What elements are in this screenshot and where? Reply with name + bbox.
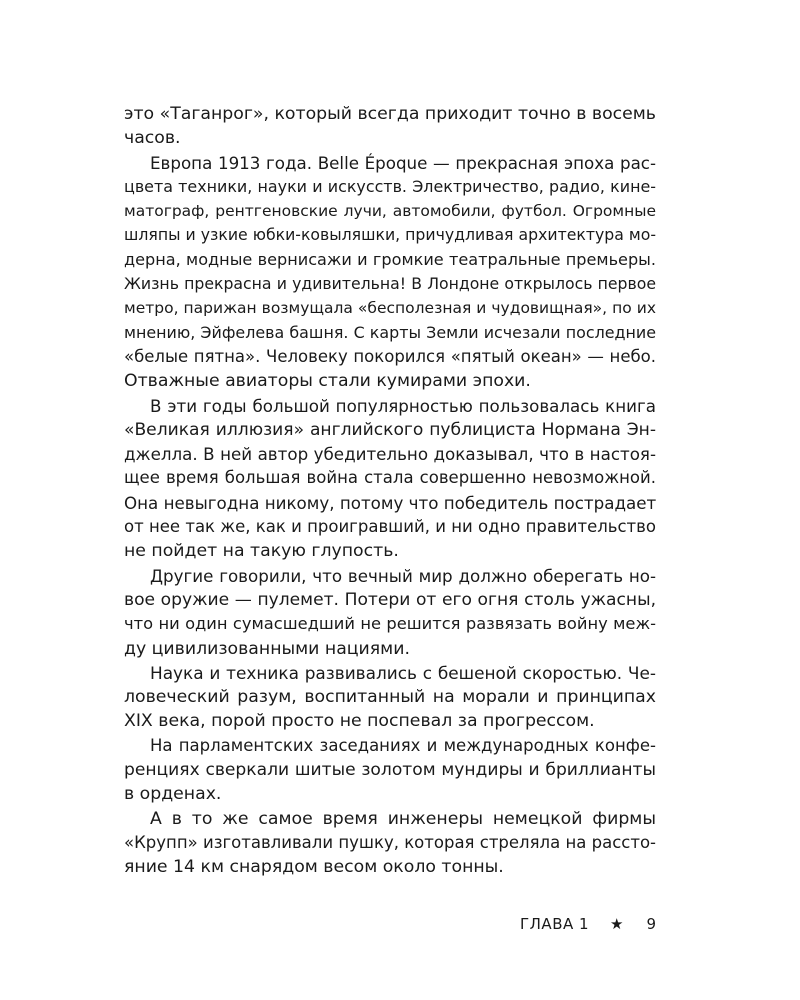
text-line: цвета техники, науки и искусств. Электричество, радио, кине- [124, 176, 656, 196]
text-line: ренциях сверкали шитые золотом мундиры и бриллианты [124, 760, 656, 781]
body-text [124, 102, 656, 880]
text-line: ловеческий разум, воспитанный на морали и принципах [124, 687, 656, 708]
text-line: щее время большая война стала совершенно невозможной. [124, 468, 656, 488]
text-line: шляпы и узкие юбки-ковыляшки, причудливая архитектура мо- [124, 225, 656, 245]
text-line: «Великая иллюзия» английского публициста Нормана Эн- [124, 419, 656, 440]
text-line: «белые пятна». Человеку покорился «пятый океан» — небо. [124, 346, 656, 366]
text-line: вое оружие — пулемет. Потери от его огня столь ужасны, [124, 589, 656, 610]
text-line: метро, парижан возмущала «бесполезная и чудовищная», по их [124, 299, 656, 318]
text-line: Европа 1913 года. Belle Époque — прекрасная эпоха рас- [150, 152, 656, 173]
text-line: от нее так же, как и проигравший, и ни одно правительство [124, 517, 656, 537]
text-line: Отважные авиаторы стали кумирами эпохи. [124, 371, 531, 392]
text-line: джелла. В ней автор убедительно доказывал, что в настоя- [124, 444, 656, 465]
star-icon: ★ [610, 915, 624, 933]
text-line: В эти годы большой популярностью пользовалась книга [150, 395, 656, 416]
text-line: Она невыгодна никому, потому что победитель пострадает [124, 492, 657, 513]
text-line: ду цивилизованными нациями. [124, 638, 410, 659]
text-line: «Крупп» изготавливали пушку, которая стреляла на рассто- [124, 832, 656, 852]
page-footer [520, 912, 656, 936]
text-line: Наука и техника развивались с бешеной скоростью. Че- [150, 662, 656, 683]
text-line: А в то же самое время инженеры немецкой фирмы [150, 808, 656, 829]
text-line: часов. [124, 128, 181, 149]
text-line: дерна, модные вернисажи и громкие театральные премьеры. [124, 249, 656, 269]
text-line: в орденах. [124, 784, 222, 805]
text-line: яние 14 км снарядом весом около тонны. [124, 857, 504, 878]
text-line: матограф, рентгеновские лучи, автомобили, футбол. Огромные [124, 202, 656, 221]
chapter-label: ГЛАВА 1 [520, 915, 590, 933]
text-line: это «Таганрог», который всегда приходит точно в восемь [124, 104, 656, 124]
text-line: На парламентских заседаниях и международных конфе- [150, 735, 656, 755]
page-number: 9 [646, 915, 656, 933]
text-line: не пойдет на такую глупость. [124, 541, 399, 562]
text-line: что ни один сумасшедший не решится развязать войну меж- [124, 614, 656, 634]
text-line: XIX века, порой просто не поспевал за прогрессом. [124, 711, 595, 732]
text-line: Жизнь прекрасна и удивительна! В Лондоне открылось первое [124, 274, 656, 294]
text-line: мнению, Эйфелева башня. С карты Земли исчезали последние [124, 322, 656, 342]
text-line: Другие говорили, что вечный мир должно оберегать но- [150, 565, 656, 586]
